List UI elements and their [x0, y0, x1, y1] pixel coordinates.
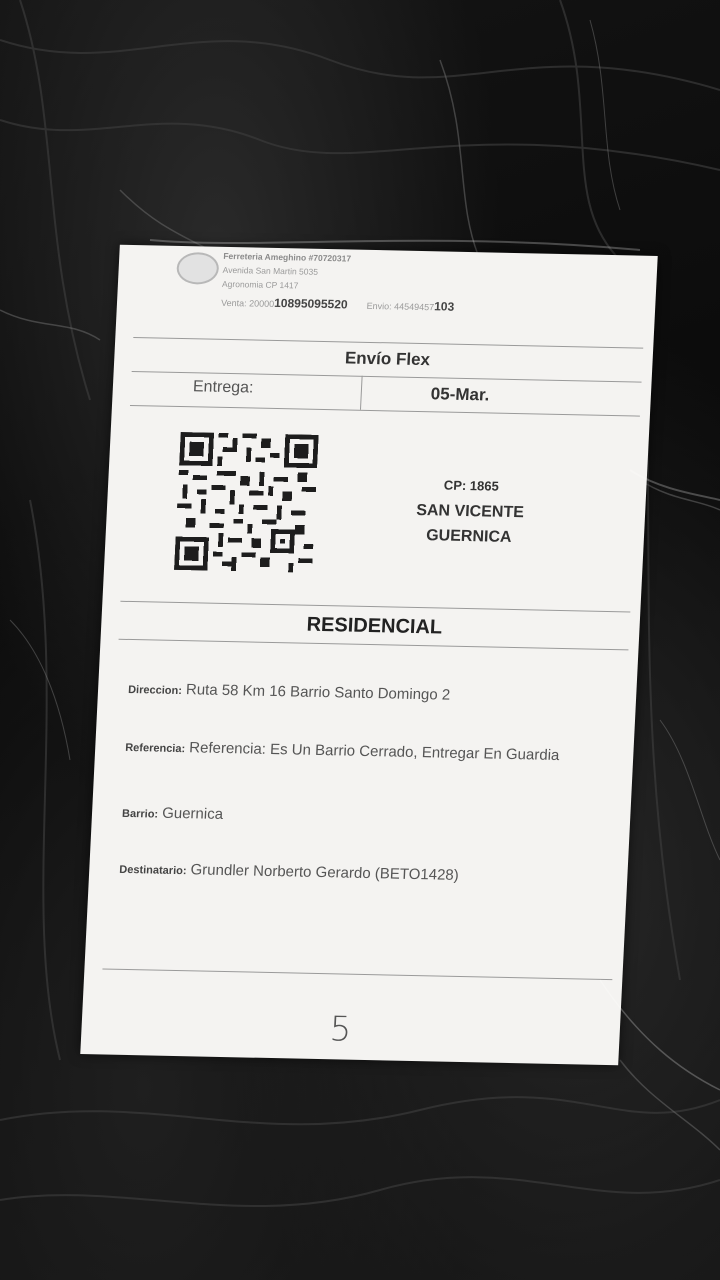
recipient-key: Destinatario: [119, 863, 187, 878]
sale-label: Venta: [220, 297, 247, 309]
store-name: Ferreteria Ameghino #70720317 [223, 250, 352, 264]
handwritten-number: 5 [328, 1009, 353, 1050]
address-key: Direccion: [127, 683, 183, 698]
sale-prefix-number: 20000 [248, 298, 275, 309]
zone-postal-code: CP: 1865 [443, 477, 500, 494]
delivery-label: Entrega: [192, 378, 254, 397]
recipient-value: Grundler Norberto Gerardo (BETO1428) [190, 861, 460, 884]
zone-city-line1: SAN VICENTE [415, 501, 525, 522]
neighborhood-key: Barrio: [121, 807, 159, 821]
shipment-number: 103 [433, 299, 455, 314]
address-type: RESIDENCIAL [119, 601, 631, 651]
store-address: Avenida San Martin 5035 [222, 264, 319, 277]
store-city: Agronomia CP 1417 [221, 278, 299, 291]
service-type: Envío Flex [132, 337, 644, 383]
address-value: Ruta 58 Km 16 Barrio Santo Domingo 2 [185, 681, 451, 704]
sale-number: 10895095520 [273, 295, 348, 312]
reference-value: Referencia: Es Un Barrio Cerrado, Entregar En Guardia [188, 739, 560, 765]
delivery-date: 05-Mar. [430, 384, 490, 405]
zone-city-line2: GUERNICA [425, 527, 512, 546]
reference-key: Referencia: [124, 741, 186, 756]
shipment-label: Envio: [366, 300, 392, 312]
shipment-prefix-number: 44549457 [393, 301, 435, 313]
neighborhood-value: Guernica [161, 804, 224, 823]
